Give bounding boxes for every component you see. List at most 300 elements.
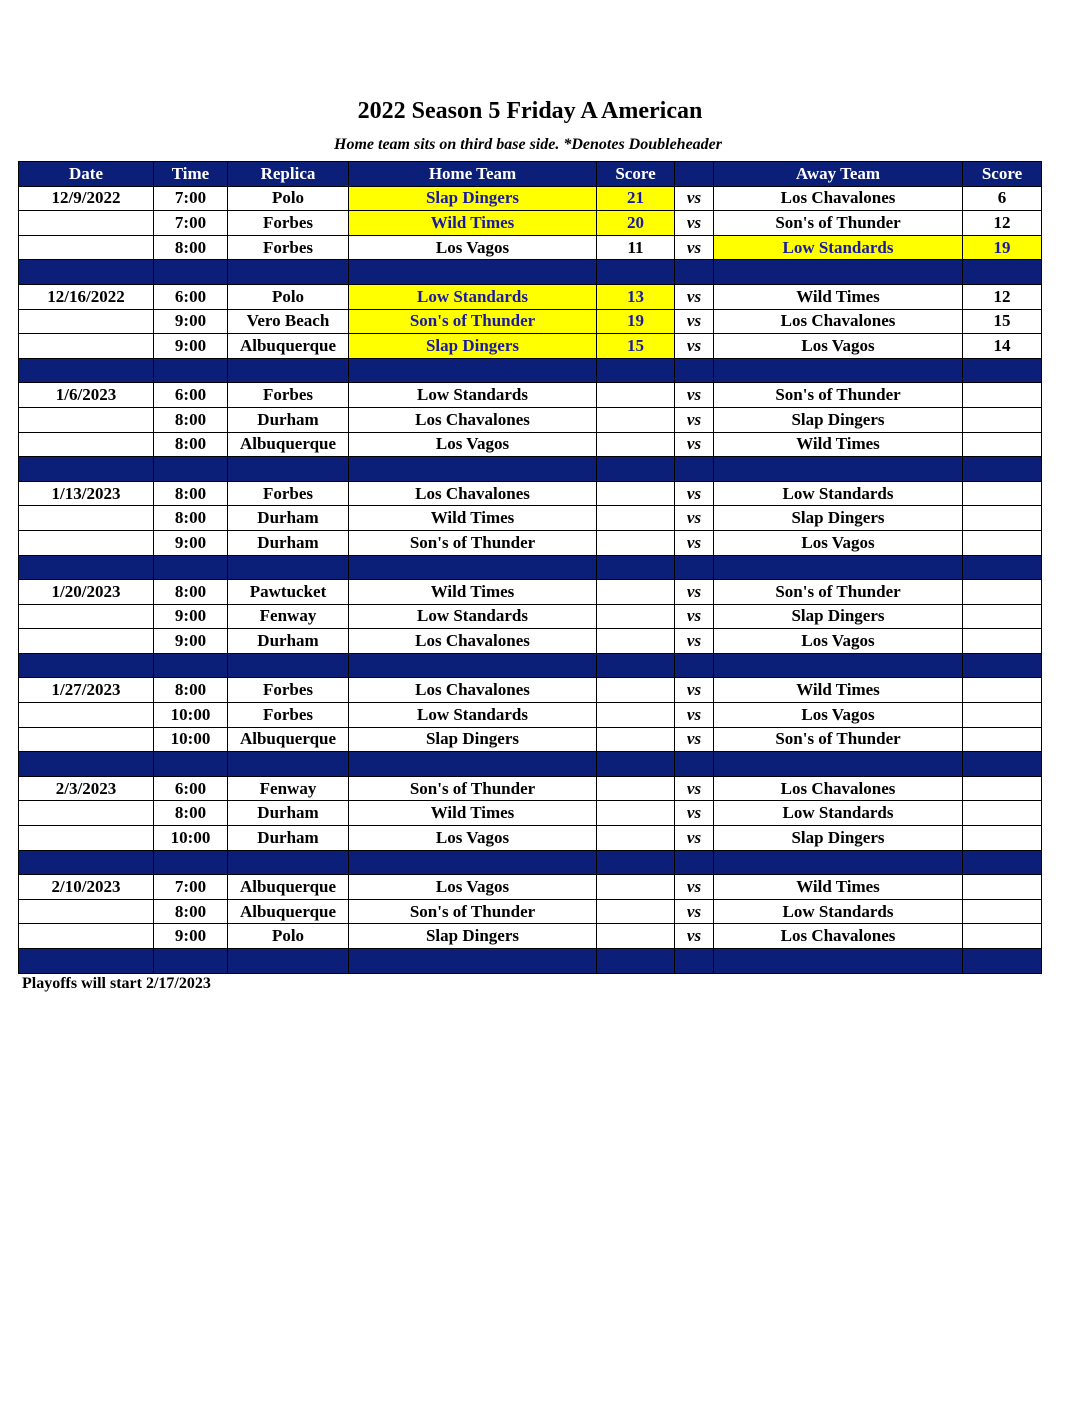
away-team-cell: Wild Times — [714, 284, 963, 309]
away-score-cell: 6 — [963, 186, 1042, 211]
vs-label: vs — [675, 309, 714, 334]
home-score-cell — [597, 826, 675, 851]
away-team-cell: Wild Times — [714, 875, 963, 900]
separator-cell — [349, 653, 597, 678]
game-date — [19, 432, 154, 457]
separator-cell — [349, 752, 597, 777]
week-separator — [19, 260, 1042, 285]
home-score-cell — [597, 481, 675, 506]
home-score-cell — [597, 678, 675, 703]
game-date — [19, 924, 154, 949]
home-team-cell: Son's of Thunder — [349, 776, 597, 801]
away-team-cell: Los Chavalones — [714, 776, 963, 801]
game-row — [19, 899, 1042, 924]
page-title: 2022 Season 5 Friday A American — [357, 98, 703, 124]
game-time: 10:00 — [154, 703, 228, 728]
week-separator — [19, 752, 1042, 777]
week-separator — [19, 850, 1042, 875]
separator-cell — [675, 949, 714, 974]
game-field: Albuquerque — [228, 727, 349, 752]
vs-label: vs — [675, 334, 714, 359]
vs-label: vs — [675, 211, 714, 236]
separator-cell — [963, 850, 1042, 875]
game-time: 9:00 — [154, 309, 228, 334]
home-score-cell: 20 — [597, 211, 675, 236]
separator-cell — [714, 260, 963, 285]
separator-cell — [154, 358, 228, 383]
away-score-cell — [963, 875, 1042, 900]
separator-cell — [349, 260, 597, 285]
game-time: 6:00 — [154, 284, 228, 309]
away-team-cell: Low Standards — [714, 481, 963, 506]
game-date: 12/16/2022 — [19, 284, 154, 309]
game-date — [19, 407, 154, 432]
game-row — [19, 186, 1042, 211]
separator-cell — [19, 260, 154, 285]
game-time: 8:00 — [154, 506, 228, 531]
separator-cell — [675, 752, 714, 777]
separator-cell — [714, 850, 963, 875]
vs-label: vs — [675, 924, 714, 949]
game-row — [19, 309, 1042, 334]
away-team-cell: Slap Dingers — [714, 826, 963, 851]
playoffs-note: Playoffs will start 2/17/2023 — [22, 975, 211, 992]
game-row — [19, 407, 1042, 432]
game-field: Vero Beach — [228, 309, 349, 334]
away-score-cell — [963, 383, 1042, 408]
separator-cell — [675, 358, 714, 383]
week-separator — [19, 457, 1042, 482]
away-score-cell — [963, 801, 1042, 826]
away-score-cell — [963, 432, 1042, 457]
game-time: 9:00 — [154, 924, 228, 949]
game-row — [19, 530, 1042, 555]
header-home-score: Score — [597, 162, 675, 187]
home-team-cell: Wild Times — [349, 801, 597, 826]
game-field: Durham — [228, 506, 349, 531]
separator-cell — [963, 752, 1042, 777]
home-team-cell: Son's of Thunder — [349, 309, 597, 334]
away-score-cell — [963, 678, 1042, 703]
game-date: 1/6/2023 — [19, 383, 154, 408]
home-score-cell — [597, 629, 675, 654]
separator-cell — [19, 850, 154, 875]
home-score-cell: 21 — [597, 186, 675, 211]
separator-cell — [597, 555, 675, 580]
game-row — [19, 604, 1042, 629]
separator-cell — [675, 850, 714, 875]
vs-label: vs — [675, 801, 714, 826]
game-field: Forbes — [228, 211, 349, 236]
header-replica: Replica — [228, 162, 349, 187]
home-score-cell — [597, 580, 675, 605]
game-date: 2/3/2023 — [19, 776, 154, 801]
separator-cell — [675, 260, 714, 285]
home-team-cell: Slap Dingers — [349, 727, 597, 752]
separator-cell — [154, 555, 228, 580]
home-team-cell: Los Vagos — [349, 826, 597, 851]
separator-cell — [597, 949, 675, 974]
home-team-cell: Wild Times — [349, 211, 597, 236]
game-field: Fenway — [228, 604, 349, 629]
week-separator — [19, 653, 1042, 678]
game-field: Forbes — [228, 678, 349, 703]
separator-cell — [675, 457, 714, 482]
separator-cell — [714, 358, 963, 383]
game-field: Forbes — [228, 703, 349, 728]
separator-cell — [19, 752, 154, 777]
game-time: 8:00 — [154, 899, 228, 924]
away-score-cell — [963, 899, 1042, 924]
game-date: 1/20/2023 — [19, 580, 154, 605]
game-date: 12/9/2022 — [19, 186, 154, 211]
game-row — [19, 875, 1042, 900]
vs-label: vs — [675, 383, 714, 408]
away-team-cell: Los Chavalones — [714, 309, 963, 334]
header-home-team: Home Team — [349, 162, 597, 187]
game-time: 9:00 — [154, 530, 228, 555]
away-score-cell: 12 — [963, 211, 1042, 236]
separator-cell — [19, 555, 154, 580]
separator-cell — [349, 457, 597, 482]
separator-cell — [963, 653, 1042, 678]
vs-label: vs — [675, 875, 714, 900]
game-field: Durham — [228, 826, 349, 851]
away-score-cell — [963, 481, 1042, 506]
game-field: Albuquerque — [228, 334, 349, 359]
game-field: Durham — [228, 407, 349, 432]
home-team-cell: Low Standards — [349, 604, 597, 629]
away-team-cell: Los Vagos — [714, 530, 963, 555]
header-away-score: Score — [963, 162, 1042, 187]
away-team-cell: Wild Times — [714, 678, 963, 703]
away-team-cell: Low Standards — [714, 899, 963, 924]
game-time: 10:00 — [154, 826, 228, 851]
game-row — [19, 383, 1042, 408]
separator-cell — [349, 850, 597, 875]
game-date: 2/10/2023 — [19, 875, 154, 900]
game-row — [19, 284, 1042, 309]
game-time: 6:00 — [154, 776, 228, 801]
game-date: 1/13/2023 — [19, 481, 154, 506]
game-date — [19, 309, 154, 334]
vs-label: vs — [675, 826, 714, 851]
separator-cell — [228, 457, 349, 482]
game-date — [19, 727, 154, 752]
header-away-team: Away Team — [714, 162, 963, 187]
away-team-cell: Slap Dingers — [714, 506, 963, 531]
separator-cell — [714, 457, 963, 482]
game-time: 7:00 — [154, 186, 228, 211]
away-team-cell: Los Vagos — [714, 703, 963, 728]
away-score-cell — [963, 629, 1042, 654]
game-date: 1/27/2023 — [19, 678, 154, 703]
away-team-cell: Slap Dingers — [714, 604, 963, 629]
game-time: 9:00 — [154, 629, 228, 654]
vs-label: vs — [675, 506, 714, 531]
schedule-table — [18, 161, 1042, 974]
home-score-cell — [597, 899, 675, 924]
separator-cell — [349, 555, 597, 580]
away-team-cell: Los Vagos — [714, 629, 963, 654]
away-team-cell: Low Standards — [714, 801, 963, 826]
week-separator — [19, 949, 1042, 974]
game-row — [19, 703, 1042, 728]
game-row — [19, 678, 1042, 703]
game-row — [19, 924, 1042, 949]
separator-cell — [154, 949, 228, 974]
separator-cell — [228, 260, 349, 285]
vs-label: vs — [675, 899, 714, 924]
separator-cell — [963, 358, 1042, 383]
game-date — [19, 506, 154, 531]
separator-cell — [597, 850, 675, 875]
away-score-cell — [963, 826, 1042, 851]
home-team-cell: Los Chavalones — [349, 629, 597, 654]
away-team-cell: Los Chavalones — [714, 924, 963, 949]
separator-cell — [963, 949, 1042, 974]
vs-label: vs — [675, 481, 714, 506]
game-field: Durham — [228, 801, 349, 826]
vs-label: vs — [675, 727, 714, 752]
home-score-cell — [597, 924, 675, 949]
game-date — [19, 899, 154, 924]
separator-cell — [154, 653, 228, 678]
game-time: 7:00 — [154, 211, 228, 236]
game-row — [19, 432, 1042, 457]
home-team-cell: Slap Dingers — [349, 924, 597, 949]
separator-cell — [228, 358, 349, 383]
game-date — [19, 826, 154, 851]
separator-cell — [597, 457, 675, 482]
home-score-cell — [597, 506, 675, 531]
separator-cell — [154, 850, 228, 875]
game-time: 6:00 — [154, 383, 228, 408]
game-row — [19, 211, 1042, 236]
game-field: Polo — [228, 924, 349, 949]
game-row — [19, 629, 1042, 654]
game-field: Fenway — [228, 776, 349, 801]
home-score-cell — [597, 727, 675, 752]
home-team-cell: Low Standards — [349, 703, 597, 728]
away-score-cell — [963, 604, 1042, 629]
home-team-cell: Los Chavalones — [349, 678, 597, 703]
game-time: 8:00 — [154, 801, 228, 826]
game-time: 7:00 — [154, 875, 228, 900]
game-time: 9:00 — [154, 334, 228, 359]
vs-label: vs — [675, 186, 714, 211]
game-row — [19, 334, 1042, 359]
home-team-cell: Wild Times — [349, 580, 597, 605]
vs-label: vs — [675, 432, 714, 457]
separator-cell — [963, 260, 1042, 285]
away-team-cell: Son's of Thunder — [714, 727, 963, 752]
home-team-cell: Slap Dingers — [349, 186, 597, 211]
separator-cell — [714, 949, 963, 974]
home-score-cell — [597, 432, 675, 457]
home-score-cell: 13 — [597, 284, 675, 309]
week-separator — [19, 555, 1042, 580]
vs-label: vs — [675, 284, 714, 309]
game-date — [19, 334, 154, 359]
away-score-cell — [963, 407, 1042, 432]
away-team-cell: Son's of Thunder — [714, 211, 963, 236]
game-row — [19, 235, 1042, 260]
game-date — [19, 604, 154, 629]
away-score-cell — [963, 530, 1042, 555]
separator-cell — [675, 555, 714, 580]
away-team-cell: Wild Times — [714, 432, 963, 457]
vs-label: vs — [675, 235, 714, 260]
home-team-cell: Los Vagos — [349, 235, 597, 260]
home-score-cell: 15 — [597, 334, 675, 359]
separator-cell — [597, 752, 675, 777]
game-field: Forbes — [228, 481, 349, 506]
game-time: 8:00 — [154, 481, 228, 506]
home-team-cell: Low Standards — [349, 284, 597, 309]
game-field: Durham — [228, 629, 349, 654]
away-score-cell: 19 — [963, 235, 1042, 260]
separator-cell — [154, 752, 228, 777]
separator-cell — [19, 653, 154, 678]
away-team-cell: Los Chavalones — [714, 186, 963, 211]
game-time: 8:00 — [154, 407, 228, 432]
home-team-cell: Low Standards — [349, 383, 597, 408]
game-date — [19, 235, 154, 260]
game-row — [19, 801, 1042, 826]
separator-cell — [228, 555, 349, 580]
home-score-cell: 19 — [597, 309, 675, 334]
separator-cell — [963, 457, 1042, 482]
game-time: 8:00 — [154, 678, 228, 703]
game-field: Albuquerque — [228, 899, 349, 924]
header-time: Time — [154, 162, 228, 187]
game-date — [19, 801, 154, 826]
away-team-cell: Son's of Thunder — [714, 383, 963, 408]
separator-cell — [228, 850, 349, 875]
game-date — [19, 211, 154, 236]
home-team-cell: Wild Times — [349, 506, 597, 531]
away-score-cell: 12 — [963, 284, 1042, 309]
game-field: Albuquerque — [228, 875, 349, 900]
home-team-cell: Son's of Thunder — [349, 899, 597, 924]
separator-cell — [19, 949, 154, 974]
header-row — [19, 162, 1042, 187]
away-team-cell: Los Vagos — [714, 334, 963, 359]
game-field: Forbes — [228, 383, 349, 408]
separator-cell — [714, 752, 963, 777]
separator-cell — [19, 457, 154, 482]
separator-cell — [228, 653, 349, 678]
game-time: 8:00 — [154, 580, 228, 605]
game-field: Polo — [228, 186, 349, 211]
away-score-cell: 15 — [963, 309, 1042, 334]
home-score-cell — [597, 875, 675, 900]
home-score-cell — [597, 604, 675, 629]
away-team-cell: Son's of Thunder — [714, 580, 963, 605]
game-date — [19, 703, 154, 728]
away-team-cell: Low Standards — [714, 235, 963, 260]
home-score-cell — [597, 776, 675, 801]
vs-label: vs — [675, 776, 714, 801]
page-subtitle: Home team sits on third base side. *Denotes Doubleheader — [334, 136, 722, 153]
separator-cell — [154, 457, 228, 482]
header-vs — [675, 162, 714, 187]
separator-cell — [714, 653, 963, 678]
separator-cell — [963, 555, 1042, 580]
home-team-cell: Los Chavalones — [349, 407, 597, 432]
game-row — [19, 580, 1042, 605]
game-field: Albuquerque — [228, 432, 349, 457]
separator-cell — [597, 653, 675, 678]
game-field: Forbes — [228, 235, 349, 260]
home-team-cell: Los Chavalones — [349, 481, 597, 506]
separator-cell — [597, 358, 675, 383]
home-score-cell — [597, 383, 675, 408]
header-date: Date — [19, 162, 154, 187]
game-row — [19, 776, 1042, 801]
away-score-cell — [963, 727, 1042, 752]
separator-cell — [154, 260, 228, 285]
week-separator — [19, 358, 1042, 383]
vs-label: vs — [675, 678, 714, 703]
game-date — [19, 530, 154, 555]
home-score-cell: 11 — [597, 235, 675, 260]
game-row — [19, 481, 1042, 506]
game-field: Pawtucket — [228, 580, 349, 605]
vs-label: vs — [675, 604, 714, 629]
schedule-body — [19, 186, 1042, 973]
game-time: 9:00 — [154, 604, 228, 629]
away-team-cell: Slap Dingers — [714, 407, 963, 432]
vs-label: vs — [675, 703, 714, 728]
game-time: 8:00 — [154, 432, 228, 457]
separator-cell — [714, 555, 963, 580]
home-score-cell — [597, 407, 675, 432]
game-row — [19, 826, 1042, 851]
away-score-cell: 14 — [963, 334, 1042, 359]
vs-label: vs — [675, 629, 714, 654]
home-score-cell — [597, 703, 675, 728]
home-team-cell: Los Vagos — [349, 875, 597, 900]
game-field: Polo — [228, 284, 349, 309]
game-field: Durham — [228, 530, 349, 555]
away-score-cell — [963, 924, 1042, 949]
game-time: 10:00 — [154, 727, 228, 752]
vs-label: vs — [675, 530, 714, 555]
home-score-cell — [597, 801, 675, 826]
game-date — [19, 629, 154, 654]
home-team-cell: Slap Dingers — [349, 334, 597, 359]
vs-label: vs — [675, 580, 714, 605]
game-time: 8:00 — [154, 235, 228, 260]
separator-cell — [597, 260, 675, 285]
home-team-cell: Son's of Thunder — [349, 530, 597, 555]
away-score-cell — [963, 776, 1042, 801]
separator-cell — [228, 949, 349, 974]
away-score-cell — [963, 506, 1042, 531]
separator-cell — [349, 949, 597, 974]
game-row — [19, 727, 1042, 752]
game-row — [19, 506, 1042, 531]
home-team-cell: Los Vagos — [349, 432, 597, 457]
home-score-cell — [597, 530, 675, 555]
away-score-cell — [963, 703, 1042, 728]
vs-label: vs — [675, 407, 714, 432]
separator-cell — [19, 358, 154, 383]
separator-cell — [349, 358, 597, 383]
separator-cell — [675, 653, 714, 678]
